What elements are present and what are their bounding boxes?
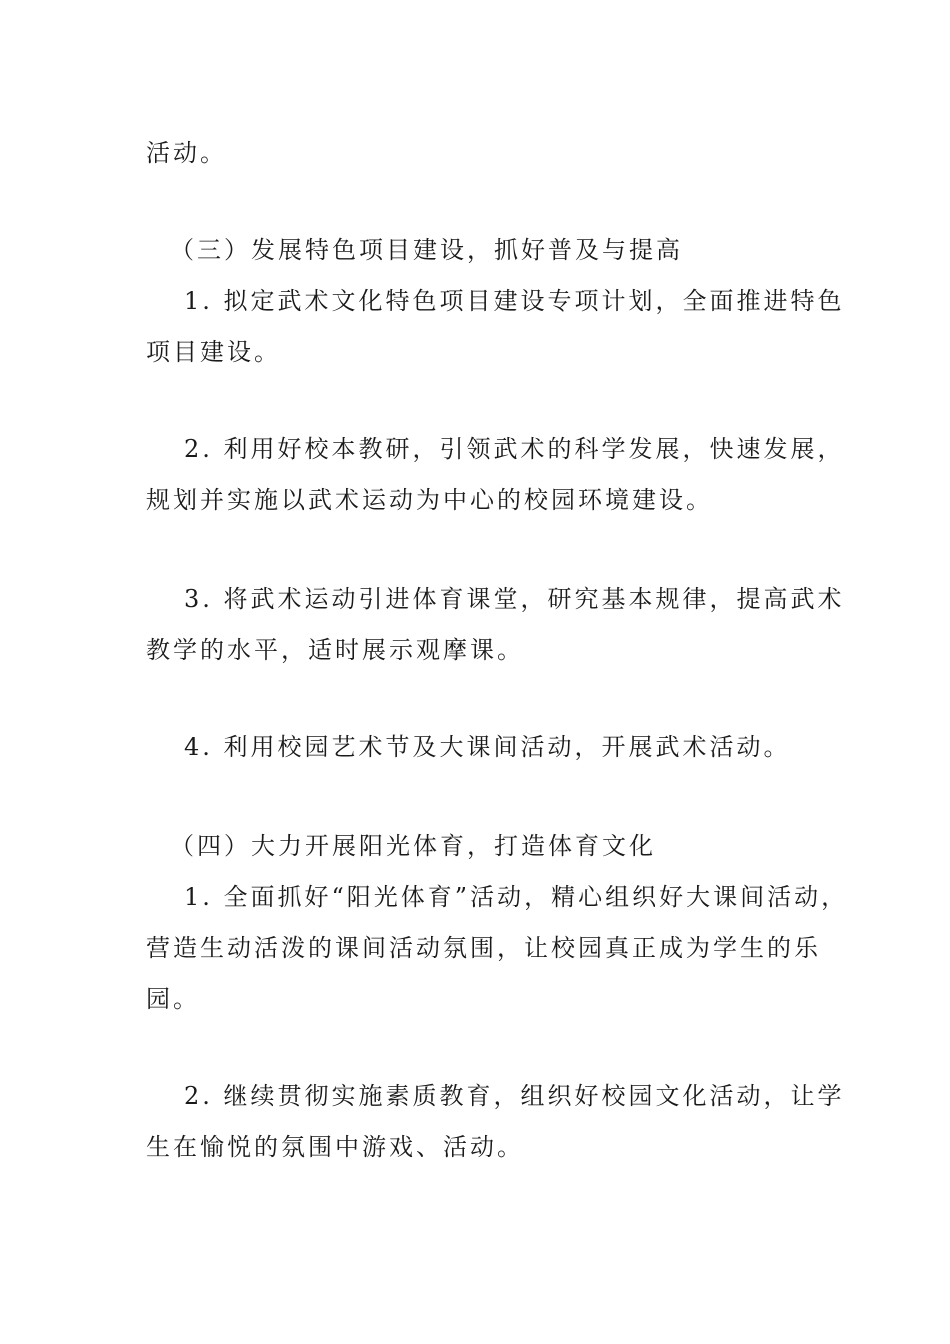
section-heading: （四）大力开展阳光体育，打造体育文化 [170, 832, 656, 860]
text-line: 教学的水平，适时展示观摩课。 [146, 636, 524, 664]
text-line: 2. 继续贯彻实施素质教育，组织好校园文化活动，让学 [184, 1082, 845, 1110]
text-line: 项目建设。 [146, 338, 281, 366]
text-line: 园。 [146, 985, 200, 1013]
text-line: 活动。 [146, 139, 227, 167]
text-line: 1. 全面抓好“阳光体育”活动，精心组织好大课间活动， [184, 883, 849, 911]
text-line: 规划并实施以武术运动为中心的校园环境建设。 [146, 486, 713, 514]
text-line: 3. 将武术运动引进体育课堂，研究基本规律，提高武术 [184, 585, 845, 613]
text-line: 营造生动活泼的课间活动氛围，让校园真正成为学生的乐 [146, 934, 821, 962]
text-line: 4. 利用校园艺术节及大课间活动，开展武术活动。 [184, 733, 791, 761]
text-line: 1. 拟定武术文化特色项目建设专项计划，全面推进特色 [184, 287, 845, 315]
text-line: 生在愉悦的氛围中游戏、活动。 [146, 1133, 524, 1161]
text-line: 2. 利用好校本教研，引领武术的科学发展，快速发展， [184, 435, 845, 463]
section-heading: （三）发展特色项目建设，抓好普及与提高 [170, 236, 683, 264]
